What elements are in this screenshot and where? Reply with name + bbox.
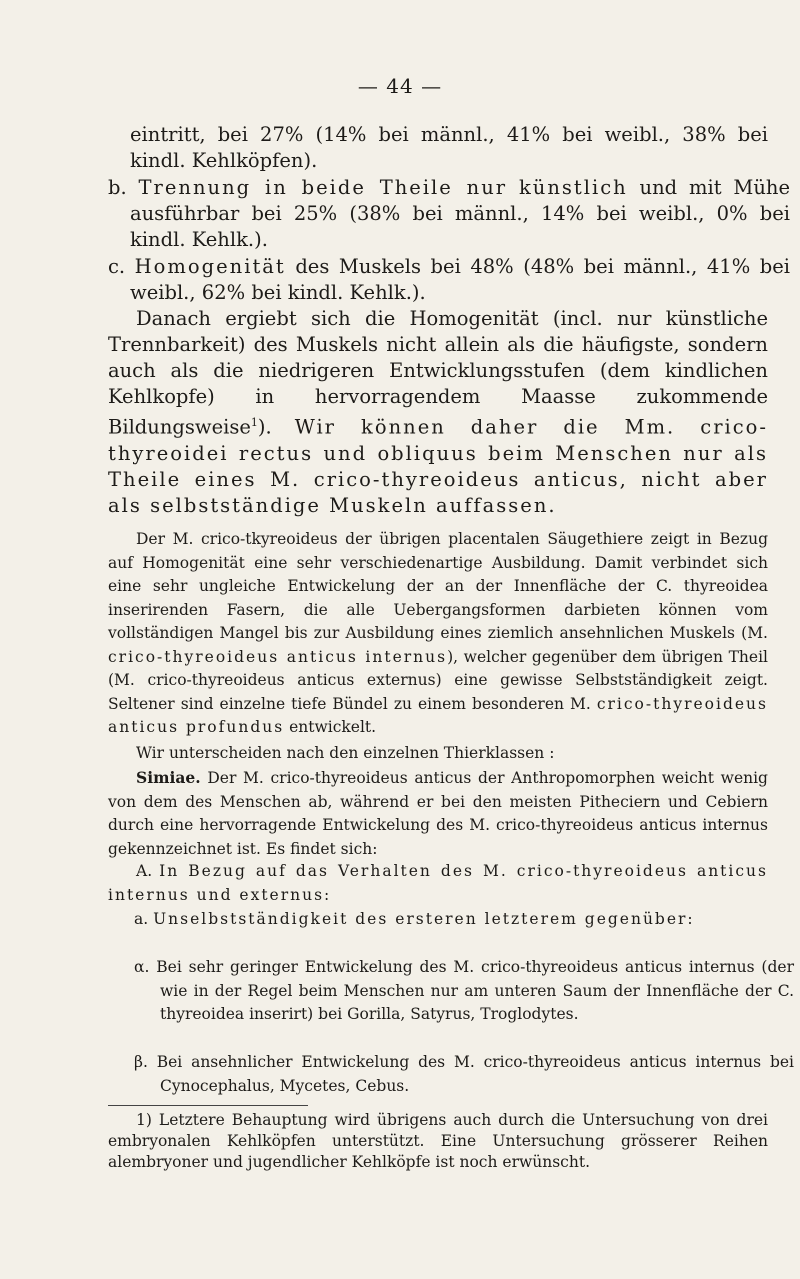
paragraph-text: ), welcher gegenüber dem übrigen Theil (M. crico-thyreoideus anticus externus) eine gewisse Selbstständigkeit zeigt. Seltener sind einzelne tiefe Bündel zu einem besonderen M.: [108, 647, 768, 713]
section-text: In Bezug auf das Verhalten des M. crico-thyreoideus anticus internus und externus:: [108, 862, 768, 904]
item-lead: Homogenität: [134, 255, 286, 278]
list-item-b: [108, 175, 790, 253]
paragraph-end: ).: [257, 415, 272, 439]
paragraph-text: Der M. crico-thyreoideus anticus der Anthropomorphen weicht wenig von dem des Menschen ab, während er bei den meisten Pitheciern und Cebiern durch eine hervorragende Entwickelung des M. crico-thyreoideus anticus internus gekennzeichnet ist. Es findet sich:: [108, 769, 768, 858]
item-marker: α.: [134, 958, 150, 976]
spaced-term: crico-thyreoideus anticus profundus: [108, 694, 768, 736]
item-marker: β.: [134, 1053, 148, 1071]
footnote: [108, 1110, 768, 1173]
item-marker: b.: [108, 176, 127, 199]
simiae-paragraph: [108, 766, 768, 861]
item-spaced-word: künstlich: [518, 176, 628, 199]
section-marker: A.: [136, 862, 153, 880]
section-a: [134, 908, 790, 932]
item-text: Bei ansehnlicher Entwickelung des M. crico-thyreoideus anticus internus bei Cynocephalus, Mycetes, Cebus.: [156, 1053, 794, 1095]
item-marker: c.: [108, 255, 126, 278]
paragraph-text: entwickelt.: [289, 718, 377, 736]
section-A: [108, 860, 768, 907]
small-print-paragraph: [108, 528, 768, 740]
spaced-term: crico-thyreoideus anticus internus: [108, 647, 448, 666]
item-text: und mit Mühe ausführbar bei 25% (38% bei männl., 14% bei weibl., 0% bei kindl. Kehlk.).: [130, 176, 790, 251]
paragraph-continuation: [108, 122, 768, 174]
item-text: Bei sehr geringer Entwickelung des M. crico-thyreoideus anticus internus (der wie in der Regel beim Menschen nur am unteren Saum der Innenfläche der C. thyreoidea inserirt) bei Gorilla, Satyrus, Troglodytes.: [156, 958, 794, 1023]
page-number: — 44 —: [357, 74, 443, 98]
list-item-c: [108, 254, 790, 306]
paragraph-text: Wir unterscheiden nach den einzelnen Thierklassen :: [136, 744, 555, 762]
spaced-conclusion: Wir können daher die Mm. crico-thyreoidei rectus und obliquus beim Menschen nur als Theile eines M. crico-thyreoideus anticus, nicht aber als selbstständige Muskeln auffassen.: [108, 415, 768, 517]
item-text: des Muskels bei 48% (48% bei männl., 41% bei weibl., 62% bei kindl. Kehlk.).: [130, 255, 791, 304]
footnote-divider: [108, 1105, 308, 1106]
paragraph-text: Danach ergiebt sich die Homogenität (incl. nur künstliche Trennbarkeit) des Muskels nicht allein als die häufigste, sondern auch als die niedrigeren Entwicklungsstufen (dem kindlichen Kehlkopfe) in hervorragendem Maasse zukommende Bildungsweise: [108, 307, 768, 439]
footnote-ref: 1: [250, 416, 258, 429]
section-label: Simiae.: [136, 768, 201, 787]
section-text: Unselbstständigkeit des ersteren letzterem gegenüber:: [153, 910, 695, 928]
paragraph-text: eintritt, bei 27% (14% bei männl., 41% bei weibl., 38% bei kindl. Kehlköpfen).: [130, 123, 768, 172]
item-alpha: [134, 956, 794, 1027]
small-print-intro: [108, 742, 768, 766]
item-lead: Trennung in beide Theile nur: [138, 176, 508, 199]
section-marker: a.: [134, 910, 149, 928]
footnote-marker: 1): [136, 1111, 152, 1129]
item-beta: [134, 1051, 794, 1098]
conclusion-paragraph: [108, 306, 768, 519]
footnote-text: Letztere Behauptung wird übrigens auch durch die Untersuchung von drei embryonalen Kehlköpfen unterstützt. Eine Untersuchung grösserer Reihen alembryoner und jugendlicher Kehlköpfe ist noch erwünscht.: [108, 1111, 768, 1171]
paragraph-text: Der M. crico-tkyreoideus der übrigen placentalen Säugethiere zeigt in Bezug auf Homogenität eine sehr verschiedenartige Ausbildung. Damit verbindet sich eine sehr ungleiche Entwickelung der an der Innenfläche der C. thyreoidea inserirenden Fasern, die alle Uebergangsformen darbieten können vom vollständigen Mangel bis zur Ausbildung eines ziemlich ansehnlichen Muskels (M.: [108, 530, 768, 642]
